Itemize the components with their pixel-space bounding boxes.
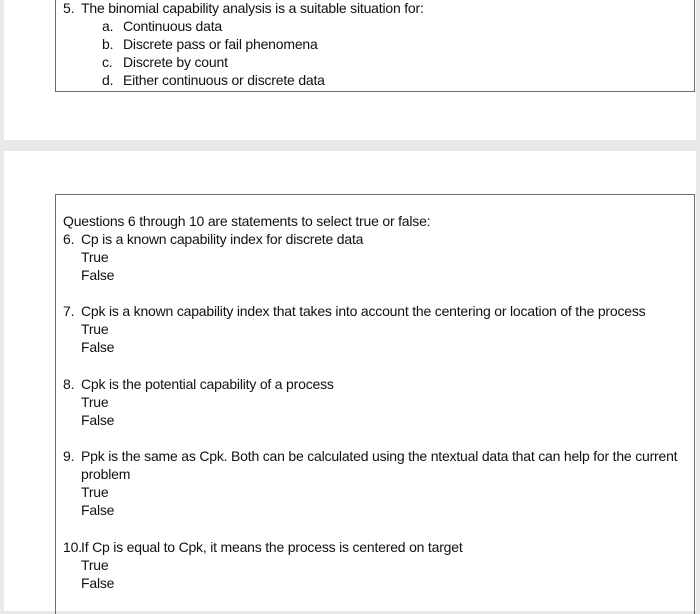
question-5-text: The binomial capability analysis is a suitable situation for: — [81, 0, 424, 16]
question-8-false[interactable]: False — [81, 412, 115, 428]
option-a[interactable]: Continuous data — [123, 18, 222, 34]
question-6-text: Cp is a known capability index for discrete data — [81, 231, 364, 247]
option-c[interactable]: Discrete by count — [123, 54, 228, 70]
question-7-false[interactable]: False — [81, 339, 115, 355]
question-8-text: Cpk is the potential capability of a process — [81, 376, 334, 392]
option-b[interactable]: Discrete pass or fail phenomena — [123, 36, 318, 52]
question-7-text: Cpk is a known capability index that takes into account the centering or location of the process — [81, 303, 646, 319]
question-8-true[interactable]: True — [81, 394, 109, 410]
option-letter: c. — [102, 54, 113, 70]
question-10-false[interactable]: False — [81, 575, 115, 591]
question-6-false[interactable]: False — [81, 267, 115, 283]
question-7-number: 7. — [63, 303, 75, 319]
question-9-text-continued: problem — [81, 466, 131, 482]
option-letter: a. — [102, 18, 114, 34]
option-letter: d. — [102, 72, 114, 88]
question-9-true[interactable]: True — [81, 484, 109, 500]
question-5-number: 5. — [63, 0, 75, 16]
option-d[interactable]: Either continuous or discrete data — [123, 72, 325, 88]
question-9-number: 9. — [63, 448, 75, 464]
question-6-true[interactable]: True — [81, 249, 109, 265]
question-10-true[interactable]: True — [81, 557, 109, 573]
question-10-text: If Cp is equal to Cpk, it means the process is centered on target — [81, 539, 463, 555]
true-false-box — [55, 194, 695, 614]
question-7-true[interactable]: True — [81, 321, 109, 337]
true-false-card — [4, 151, 696, 611]
question-8-number: 8. — [63, 376, 75, 392]
question-9-text: Ppk is the same as Cpk. Both can be calculated using the ntextual data that can help for the current — [81, 448, 678, 464]
question-9-false[interactable]: False — [81, 502, 115, 518]
question-10-number: 10. — [63, 539, 82, 555]
question-5-box — [55, 0, 695, 92]
question-6-number: 6. — [63, 231, 75, 247]
question-5-card — [4, 0, 696, 140]
section-intro: Questions 6 through 10 are statements to select true or false: — [63, 213, 431, 229]
option-letter: b. — [102, 36, 114, 52]
